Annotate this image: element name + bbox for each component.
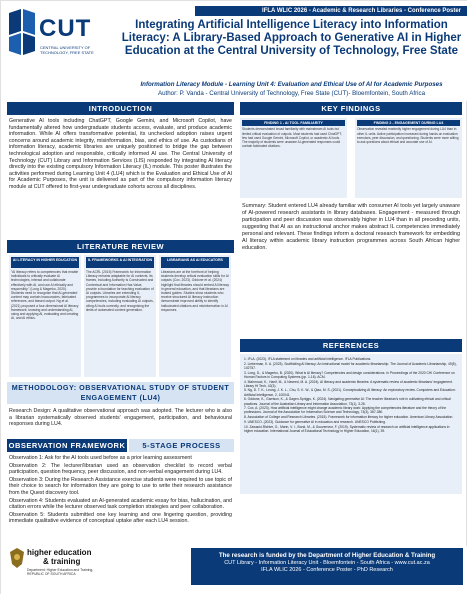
observation-item: Observation 5: Students submitted one key learning and one lingering question, providing immediate qualitative evidence of conceptual uptake after each LU4 session. xyxy=(9,511,232,525)
observation-item: Observation 1: Ask for the AI tools used before as a prior learning assessment xyxy=(9,455,192,461)
literature-column-head: AI LITERACY IN HIGHER EDUCATION xyxy=(11,257,79,268)
finding-head: FINDING 1 - AI TOOL FAMILIARITY xyxy=(242,120,345,126)
literature-column-head: IL FRAMEWORKS & AI INTEGRATION xyxy=(86,257,154,268)
literature-column xyxy=(84,255,156,377)
observation-list xyxy=(9,455,232,541)
reference-item: 1. IFLA. (2023). IFLA statement on libraries and artificial intelligence. IFLA Publications. xyxy=(244,357,372,361)
footer-location: CUT Library - Information Literacy Unit - Bloemfontein - South Africa - www.cut.ac.za xyxy=(224,560,430,566)
poster-title: Integrating Artificial Intelligence Literacy into Information Literacy: A Library-Based Approach to Generative AI in Higher Education at the Central University of Technology, Free State xyxy=(121,19,462,57)
reference-item: 2. Lieberman, K. A. (2023). Scaffolding AI literacy: An instructional model for academic librarianship. The Journal of Academic Librarianship, 49(5), 102757. xyxy=(244,361,457,370)
observation-heading: OBSERVATION FRAMEWORK xyxy=(8,441,126,450)
poster-footer xyxy=(1,546,467,594)
methodology-heading: METHODOLOGY: OBSERVATIONAL STUDY OF STUDENT ENGAGEMENT (LU4) xyxy=(7,382,234,404)
dhet-logo-bottom: Department: Higher Education and Training, REPUBLIC OF SOUTH AFRICA xyxy=(27,568,94,576)
key-findings-heading: KEY FINDINGS xyxy=(240,102,462,115)
finding-head: FINDING 2 - ENGAGEMENT DURING LU4 xyxy=(357,120,460,126)
observation-heading-right: 5-STAGE PROCESS xyxy=(129,439,234,452)
finding-box xyxy=(240,118,347,198)
logo-wordmark: CUT xyxy=(39,15,92,42)
literature-column-body: "AI literacy refers to competencies that enable individuals to critically evaluate AI technologies, interact and collaborate effectively with AI, and use AI ethically and responsibly." (Long & Magerko, 2020). Students need to recognise that AI-generated content may contain inaccuracies, fabricated references, and biased output. Ng et al. (2021) proposed a four-dimensional AI literacy framework: knowing and understanding AI, using and applying AI, evaluating and creating AI, and AI ethics. xyxy=(11,270,79,321)
cut-emblem-icon xyxy=(7,9,37,55)
poster-authors: Author: P. Vanda - Central University of Technology, Free State (CUT)- Bloemfontein, South Africa xyxy=(157,90,426,97)
reference-item: 6. Oddone, K., Garrison, K., & Gagen-Spriggs, K. (2024). Navigating generative AI: The teacher librarian's role in cultivating ethical and critical practices. Journal of the Australian Library and Information Association, 73(1), 3-26. xyxy=(244,397,451,406)
reference-item: 3. Long, D., & Magerko, B. (2020). What is AI literacy? Competencies and design considerations. In Proceedings of the 2020 CHI Conference on Human Factors in Computing Systems (pp. 1-16). ACM. xyxy=(244,370,455,379)
finding-body: Observation revealed markedly higher engagement during LU4 than in other IL units. Active participation increased during hands-on evaluation exercises, peer discussion, and questioning. Students were more willing to ask questions about ethical and accurate use of AI. xyxy=(357,127,459,144)
key-findings-summary: Summary: Student entered LU4 already familiar with consumer AI tools yet largely unaware of AI-powered research assistants in library databases. Engagement - measured through participation and peer discussion was observably higher in LU4 than in all preceding units, suggesting that AI as an instructional anchor makes abstract IL competencies immediately personal and relevant. These findings inform a doctoral research framework for embedding AI literacy within academic library instruction programmes across South African higher education. xyxy=(242,203,460,251)
footer-banner xyxy=(191,548,463,585)
literature-column xyxy=(9,255,81,377)
finding-body: Students demonstrated broad familiarity with mainstream AI tools but limited critical evaluation of outputs. Most students had used ChatGPT; few had used Google Gemini, Microsoft Copilot, or academic AI tools. The majority of students were unaware AI-generated responses could contain fabricated citations. xyxy=(242,127,342,148)
reference-item: 10. Zawacki-Richter, O., Marin, V. I., Bond, M., & Gouverneur, F. (2019). Systematic review of research on artificial intelligence applications in higher education. International Journal of Educational Technology in Higher Education, 16(1), 39. xyxy=(244,424,450,433)
references-list xyxy=(240,354,462,494)
reference-item: 4. Mahmood, K., Hanif, M., & Naveed, M. A. (2024). AI literacy and academic libraries: A systematic review of academic librarians' engagement. Library Hi Tech, 42(3). xyxy=(244,379,453,388)
reference-item: 5. Ng, D. T. K., Leung, J. K. L., Chu, S. K. W., & Qiao, M. S. (2021). Conceptualizing AI literacy: An exploratory review. Computers and Education: Artificial Intelligence, 2, 100041. xyxy=(244,388,456,397)
dhet-logo-top: higher education xyxy=(27,548,92,557)
poster-header xyxy=(1,1,467,101)
poster-subtitle: Information Literacy Module - Learning Unit 4: Evaluation and Ethical Use of AI for Academic Purposes xyxy=(140,81,443,88)
literature-column xyxy=(159,255,231,377)
observation-item: Observation 2: The lecturer/librarian used an observation checklist to record verbal participation, question frequency, peer discussion, and non-verbal engagement during LU4. xyxy=(9,462,232,476)
observation-item: Observation 4: Students evaluated an AI-generated academic essay for bias, hallucination, and citation errors while the lecturer observed task completion strategies and peer collaboration. xyxy=(9,497,232,511)
literature-heading: LITERATURE REVIEW xyxy=(7,240,234,253)
logo-subtitle: CENTRAL UNIVERSITY OF TECHNOLOGY, FREE STATE xyxy=(40,45,94,55)
introduction-text: Generative AI tools including ChatGPT, Google Gemini, and Microsoft Copilot, have fundamentally altered how undergraduate students access, evaluate, and produce academic information. While AI offers transformative potential, its unchecked adoption raises urgent concerns around academic integrity, misinformation, bias, and ethics of use. As custodians of information literacy, academic libraries are uniquely positioned to bridge the gap between technological adoption and responsible, critically informed AI use. The Central University of Technology (CUT) Library and Information Services (LIS) responded by integrating AI literacy directly into the existing compulsory Information Literacy (IL) module. This poster illustrates the activities performed during Learning Unit 4 (LU4) which is the Evaluation and Ethical Use of AI for Academic Purposes, the unit is delivered as part of the compulsory information literacy module at CUT offered to first-year undergraduate cohorts across all disciplines. xyxy=(9,118,232,190)
literature-column-head: LIBRARIANS AS AI EDUCATORS xyxy=(161,257,229,268)
cut-logo xyxy=(7,9,103,69)
literature-column-body: Librarians are at the forefront of helping students develop critical evaluation skills for AI outputs (Cox, 2023). Oddone et al. (2024) highlight that libraries should embed AI literacy in general education, and that librarians are trusted guides. Studies show students who receive structured AI literacy instruction demonstrate improved ability to identify hallucinated citations and misinformation in AI responses. xyxy=(161,270,229,312)
reference-item: 8. Association of College and Research Libraries. (2015). Framework for information literacy for higher education. American Library Association. xyxy=(244,415,454,420)
dhet-logo xyxy=(9,546,95,584)
dhet-logo-mid: & training xyxy=(43,557,81,566)
reference-item: 9. UNESCO. (2023). Guidance for generative AI in education and research. UNESCO Publishing. xyxy=(244,419,386,424)
finding-box xyxy=(355,118,462,198)
footer-event: IFLA WLIC 2026 - Conference Poster - PhD Research xyxy=(261,567,393,573)
methodology-text: Research Design: A qualitative observational approach was adopted. The lecturer who is also a librarian systematically observed students' engagement, participation, and behavioural responses during LU4. xyxy=(9,408,232,428)
conference-banner: IFLA WLIC 2026 - Academic & Research Libraries - Conference Poster xyxy=(195,6,467,16)
observation-item: Observation 3: During the Research Assistance exercise students were required to use topic of their choice to search for information they are going to use to write their research assistance from the Quest discovery tool. xyxy=(9,476,232,496)
coat-of-arms-icon xyxy=(9,548,25,568)
introduction-heading: INTRODUCTION xyxy=(7,102,234,115)
reference-item: 7. Cox, A. (2023). How artificial intelligence might change academic library work: Applying the competencies literature and the theory of the professions. Journal of the Association for Information Science and Technology, 74(3), 367-380. xyxy=(244,406,447,415)
literature-column-body: The ACRL (2015) Framework for Information Literacy remains adaptable for AI contexts. Its frames, including Authority Is Constructed and Contextual and Information Has Value, provide a foundation for teaching evaluation of AI outputs. Libraries are extending IL programmes to incorporate AI literacy competencies, including evaluating AI outputs, citing AI tools correctly, and recognising the limits of automated content generation. xyxy=(86,270,154,312)
references-heading: REFERENCES xyxy=(240,339,462,352)
footer-funding: The research is funded by the Department of Higher Education & Training xyxy=(218,552,436,559)
